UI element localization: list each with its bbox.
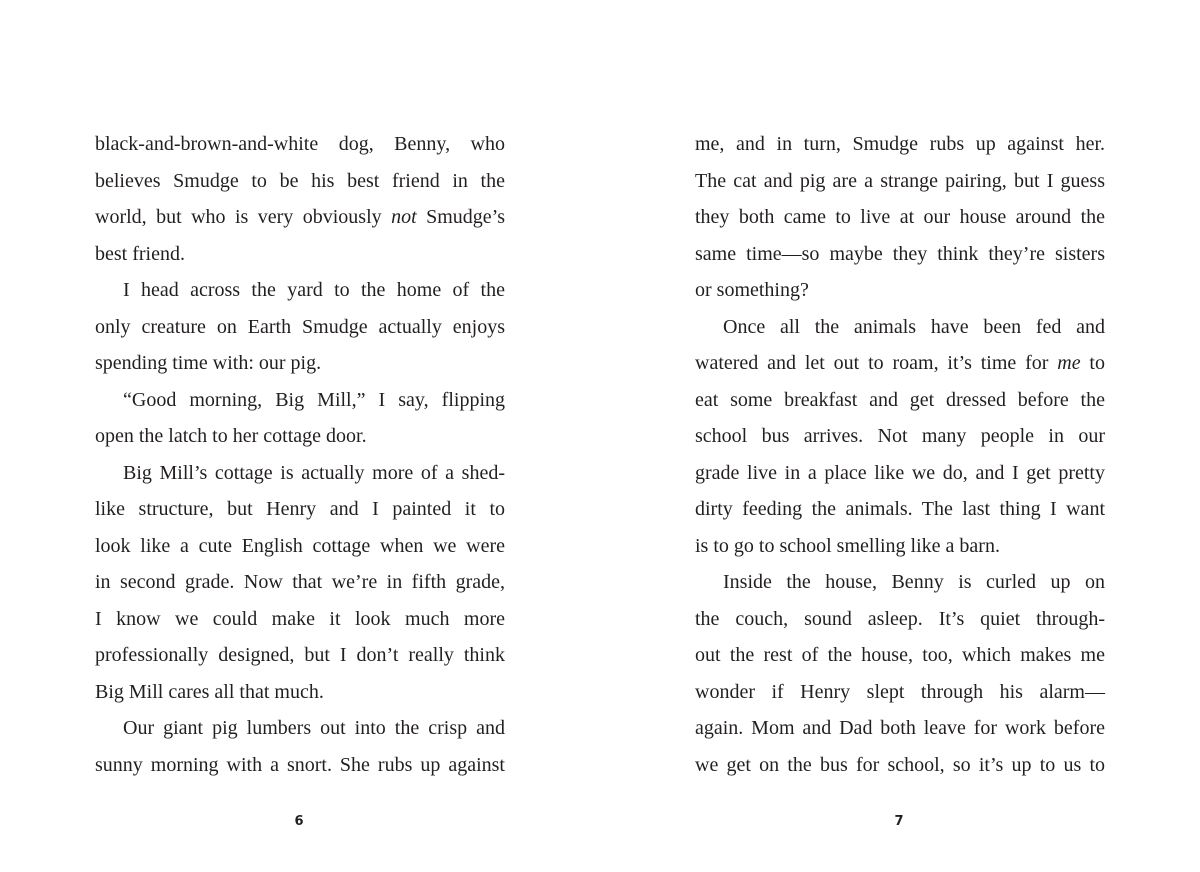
text-line: me, and in turn, Smudge rubs up against her. (695, 133, 1105, 155)
text-line: grade live in a place like we do, and I get pretty (695, 461, 1105, 484)
text-line: we get on the bus for school, so it’s up to us to (695, 753, 1105, 776)
text-line: dirty feeding the animals. The last thing I want (695, 498, 1105, 520)
text-line: black-and-brown-and-white dog, Benny, who (95, 133, 505, 155)
text-fragment: Smudge’s (416, 206, 505, 228)
emphasized-word: not (391, 206, 417, 228)
text-line: Our giant pig lumbers out into the crisp and (123, 717, 505, 739)
text-line: professionally designed, but I don’t really think (95, 644, 505, 666)
text-fragment: watered and let out to roam, it’s time for (695, 352, 1058, 374)
text-line: school bus arrives. Not many people in our (695, 425, 1105, 447)
text-line: out the rest of the house, too, which makes me (695, 644, 1105, 666)
text-line (695, 345, 1105, 382)
text-line: eat some breakfast and get dressed before the (695, 388, 1105, 411)
text-line: best friend. (95, 242, 185, 265)
text-line: I head across the yard to the home of the (123, 279, 505, 301)
text-line: The cat and pig are a strange pairing, but I guess (695, 169, 1105, 192)
emphasized-word: me (1057, 352, 1081, 374)
text-line: sunny morning with a snort. She rubs up against (95, 753, 505, 776)
text-line: Inside the house, Benny is curled up on (723, 571, 1105, 593)
left-page-text (95, 126, 505, 783)
text-line: spending time with: our pig. (95, 352, 322, 374)
text-line: Big Mill cares all that much. (95, 680, 324, 703)
text-line: only creature on Earth Smudge actually enjoys (95, 315, 505, 338)
text-line: “Good morning, Big Mill,” I say, flipping (123, 388, 505, 411)
text-line: again. Mom and Dad both leave for work before (695, 717, 1105, 739)
text-line: Once all the animals have been fed and (723, 315, 1105, 338)
text-line: they both came to live at our house around the (695, 206, 1105, 228)
text-line: I know we could make it look much more (95, 607, 505, 630)
text-line: like structure, but Henry and I painted it to (95, 498, 505, 520)
text-line: open the latch to her cottage door. (95, 425, 367, 447)
text-line: the couch, sound asleep. It’s quiet through- (695, 607, 1105, 630)
text-line: believes Smudge to be his best friend in the (95, 169, 505, 192)
text-line: Big Mill’s cottage is actually more of a shed- (123, 461, 505, 484)
text-line: is to go to school smelling like a barn. (695, 534, 1000, 557)
text-line: in second grade. Now that we’re in fifth grade, (95, 571, 505, 593)
text-fragment: world, but who is very obviously (95, 206, 392, 228)
page-number-left: 6 (294, 814, 304, 829)
right-page-text (695, 126, 1105, 783)
page-number-right: 7 (894, 814, 904, 829)
text-line (95, 199, 505, 236)
text-line: wonder if Henry slept through his alarm— (695, 680, 1105, 703)
text-line: look like a cute English cottage when we were (95, 534, 505, 557)
text-line: same time—so maybe they think they’re sisters (695, 242, 1105, 265)
text-line: or something? (695, 279, 809, 301)
text-fragment: to (1080, 352, 1105, 374)
